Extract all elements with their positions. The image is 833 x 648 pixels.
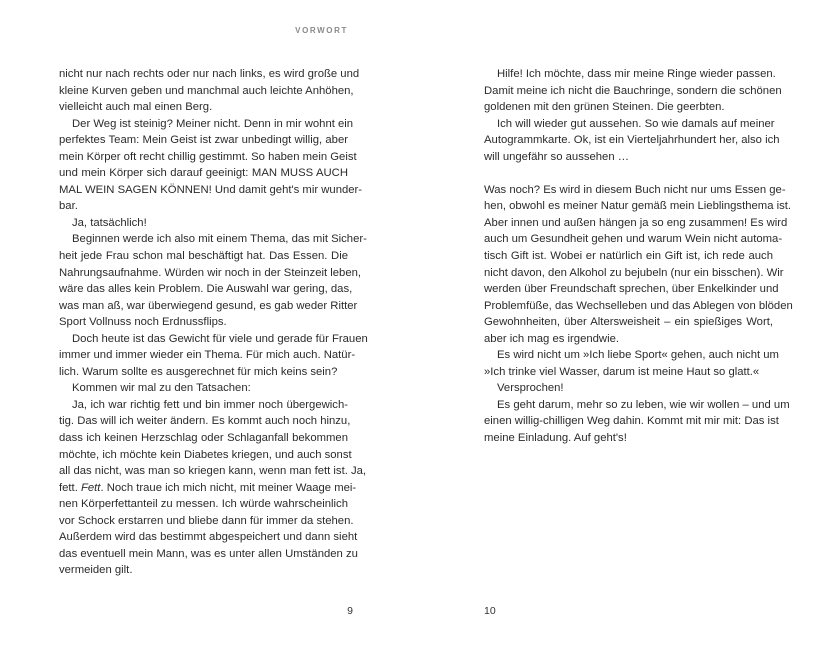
text-line: möchte, ich möchte kein Diabetes kriegen, und auch sonst [59, 448, 352, 461]
text-line: Ja, ich war richtig fett und bin immer noch übergewich- [72, 398, 348, 411]
text-line: heit jede Frau schon mal beschäftigt hat. Das Essen. Die [59, 250, 348, 263]
text-line: Nahrungsaufnahme. Würden wir noch in der Steinzeit leben, [59, 266, 362, 279]
text-line: Doch heute ist das Gewicht für viele und gerade für Frauen [72, 332, 368, 345]
text-line: nen Körperfettanteil zu messen. Ich würde wahrscheinlich [59, 498, 348, 511]
text-line: Was noch? Es wird in diesem Buch nicht nur ums Essen ge- [484, 183, 786, 196]
text-line: immer und immer wieder ein Thema. Für mich auch. Natür- [59, 349, 356, 362]
text-line: was man aß, war überwiegend gesund, es gab weder Ritter [59, 299, 358, 312]
text-line: Gewohnheiten, über Altersweisheit – ein spießiges Wort, [484, 316, 773, 329]
text-line: meine Einladung. Auf geht's! [484, 432, 627, 445]
text-line: Versprochen! [497, 382, 564, 395]
left-page-text [59, 66, 368, 579]
text-line: bar. [59, 200, 78, 213]
text-line: aber ich mag es irgendwie. [484, 332, 620, 345]
text-line: fett. Fett. Noch traue ich mich nicht, mit meiner Waage mei- [59, 481, 357, 494]
text-line: MAL WEIN SAGEN KÖNNEN! Und damit geht's mir wunder- [59, 183, 363, 196]
text-line: lich. Warum sollte es ausgerechnet für mich keins sein? [59, 365, 338, 378]
text-line: Ich will wieder gut aussehen. So wie damals auf meiner [497, 117, 775, 130]
text-line: nicht davon, den Alkohol zu bejubeln (nur ein bisschen). Wir [484, 266, 784, 279]
text-line: Hilfe! Ich möchte, dass mir meine Ringe wieder passen. [497, 68, 776, 80]
text-line: hen, obwohl es meiner Natur gemäß mein Lieblingsthema ist. [484, 200, 792, 213]
text-line: auch um Gesundheit gehen und warum Wein nicht automa- [484, 233, 783, 246]
text-line: all das nicht, was man so kriegen kann, wenn man fett ist. Ja, [59, 465, 367, 478]
text-line: wäre das alles kein Problem. Die Auswahl war gering, das, [59, 283, 353, 296]
text-line: Aber innen und außen hängen ja so eng zusammen! Es wird [484, 216, 788, 229]
text-line: will ungefähr so aussehen … [484, 150, 630, 163]
text-line: »Ich trinke viel Wasser, darum ist meine Haut so glatt.« [484, 365, 760, 378]
text-line: vor Schock erstarren und bliebe dann für immer da stehen. [59, 514, 354, 527]
text-line: einen willig-chilligen Weg dahin. Kommt mit mir mit: Das ist [484, 415, 779, 428]
text-line: kleine Kurven geben und manchmal auch leichte Anhöhen, [59, 84, 354, 97]
emphasis: Fett [80, 481, 101, 494]
text-line: Damit meine ich nicht die Bauchringe, sondern die schönen [484, 84, 782, 97]
text-line: tig. Das will ich weiter ändern. Es kommt auch noch hinzu, [59, 415, 351, 428]
text-line: perfektes Team: Mein Geist ist zwar unbedingt willig, aber [59, 134, 348, 147]
text-line: vermeiden gilt. [59, 564, 133, 577]
text-line: das eventuell mein Mann, was es unter allen Umständen zu [59, 547, 358, 560]
text-line: werden über Freundschaft sprechen, über Enkelkinder und [484, 283, 779, 296]
text-line: Problemfüße, das Wechselleben und das Ablegen von blöden [484, 299, 793, 312]
text-line: Der Weg ist steinig? Meiner nicht. Denn in mir wohnt ein [72, 117, 354, 130]
text-line: tisch Gift ist. Wobei er natürlich ein Gift ist, ich rede auch [484, 250, 773, 263]
text-line: nicht nur nach rechts oder nur nach links, es wird große und [59, 68, 360, 80]
text-line: Es wird nicht um »Ich liebe Sport« gehen, auch nicht um [497, 349, 779, 362]
text-line: Sport Vollnuss noch Erdnussflips. [59, 316, 227, 329]
text-line: Autogrammkarte. Ok, ist ein Vierteljahrhundert her, also ich [484, 134, 780, 147]
page-number-left: 9 [347, 605, 353, 617]
text-line: Außerdem wird das bestimmt abgespeichert und dann sieht [59, 531, 358, 544]
right-page-text [484, 66, 793, 447]
text-line: mein Körper oft recht chillig gestimmt. So haben mein Geist [59, 150, 357, 163]
text-line: Beginnen werde ich also mit einem Thema, das mit Sicher- [72, 233, 367, 246]
running-head: VORWORT [295, 26, 348, 35]
text-line: Ja, tatsächlich! [72, 216, 147, 229]
text-line: dass ich keinen Herzschlag oder Schlaganfall bekommen [59, 432, 348, 445]
text-line: goldenen mit den grünen Steinen. Die geerbten. [484, 101, 725, 114]
page-number-right: 10 [484, 605, 496, 617]
text-line: Kommen wir mal zu den Tatsachen: [72, 382, 251, 395]
text-line: Es geht darum, mehr so zu leben, wie wir wollen – und um [497, 398, 790, 411]
text-line: und mein Körper sich darauf geeinigt: MAN MUSS AUCH [59, 167, 348, 180]
text-line: vielleicht auch mal einen Berg. [59, 101, 213, 114]
